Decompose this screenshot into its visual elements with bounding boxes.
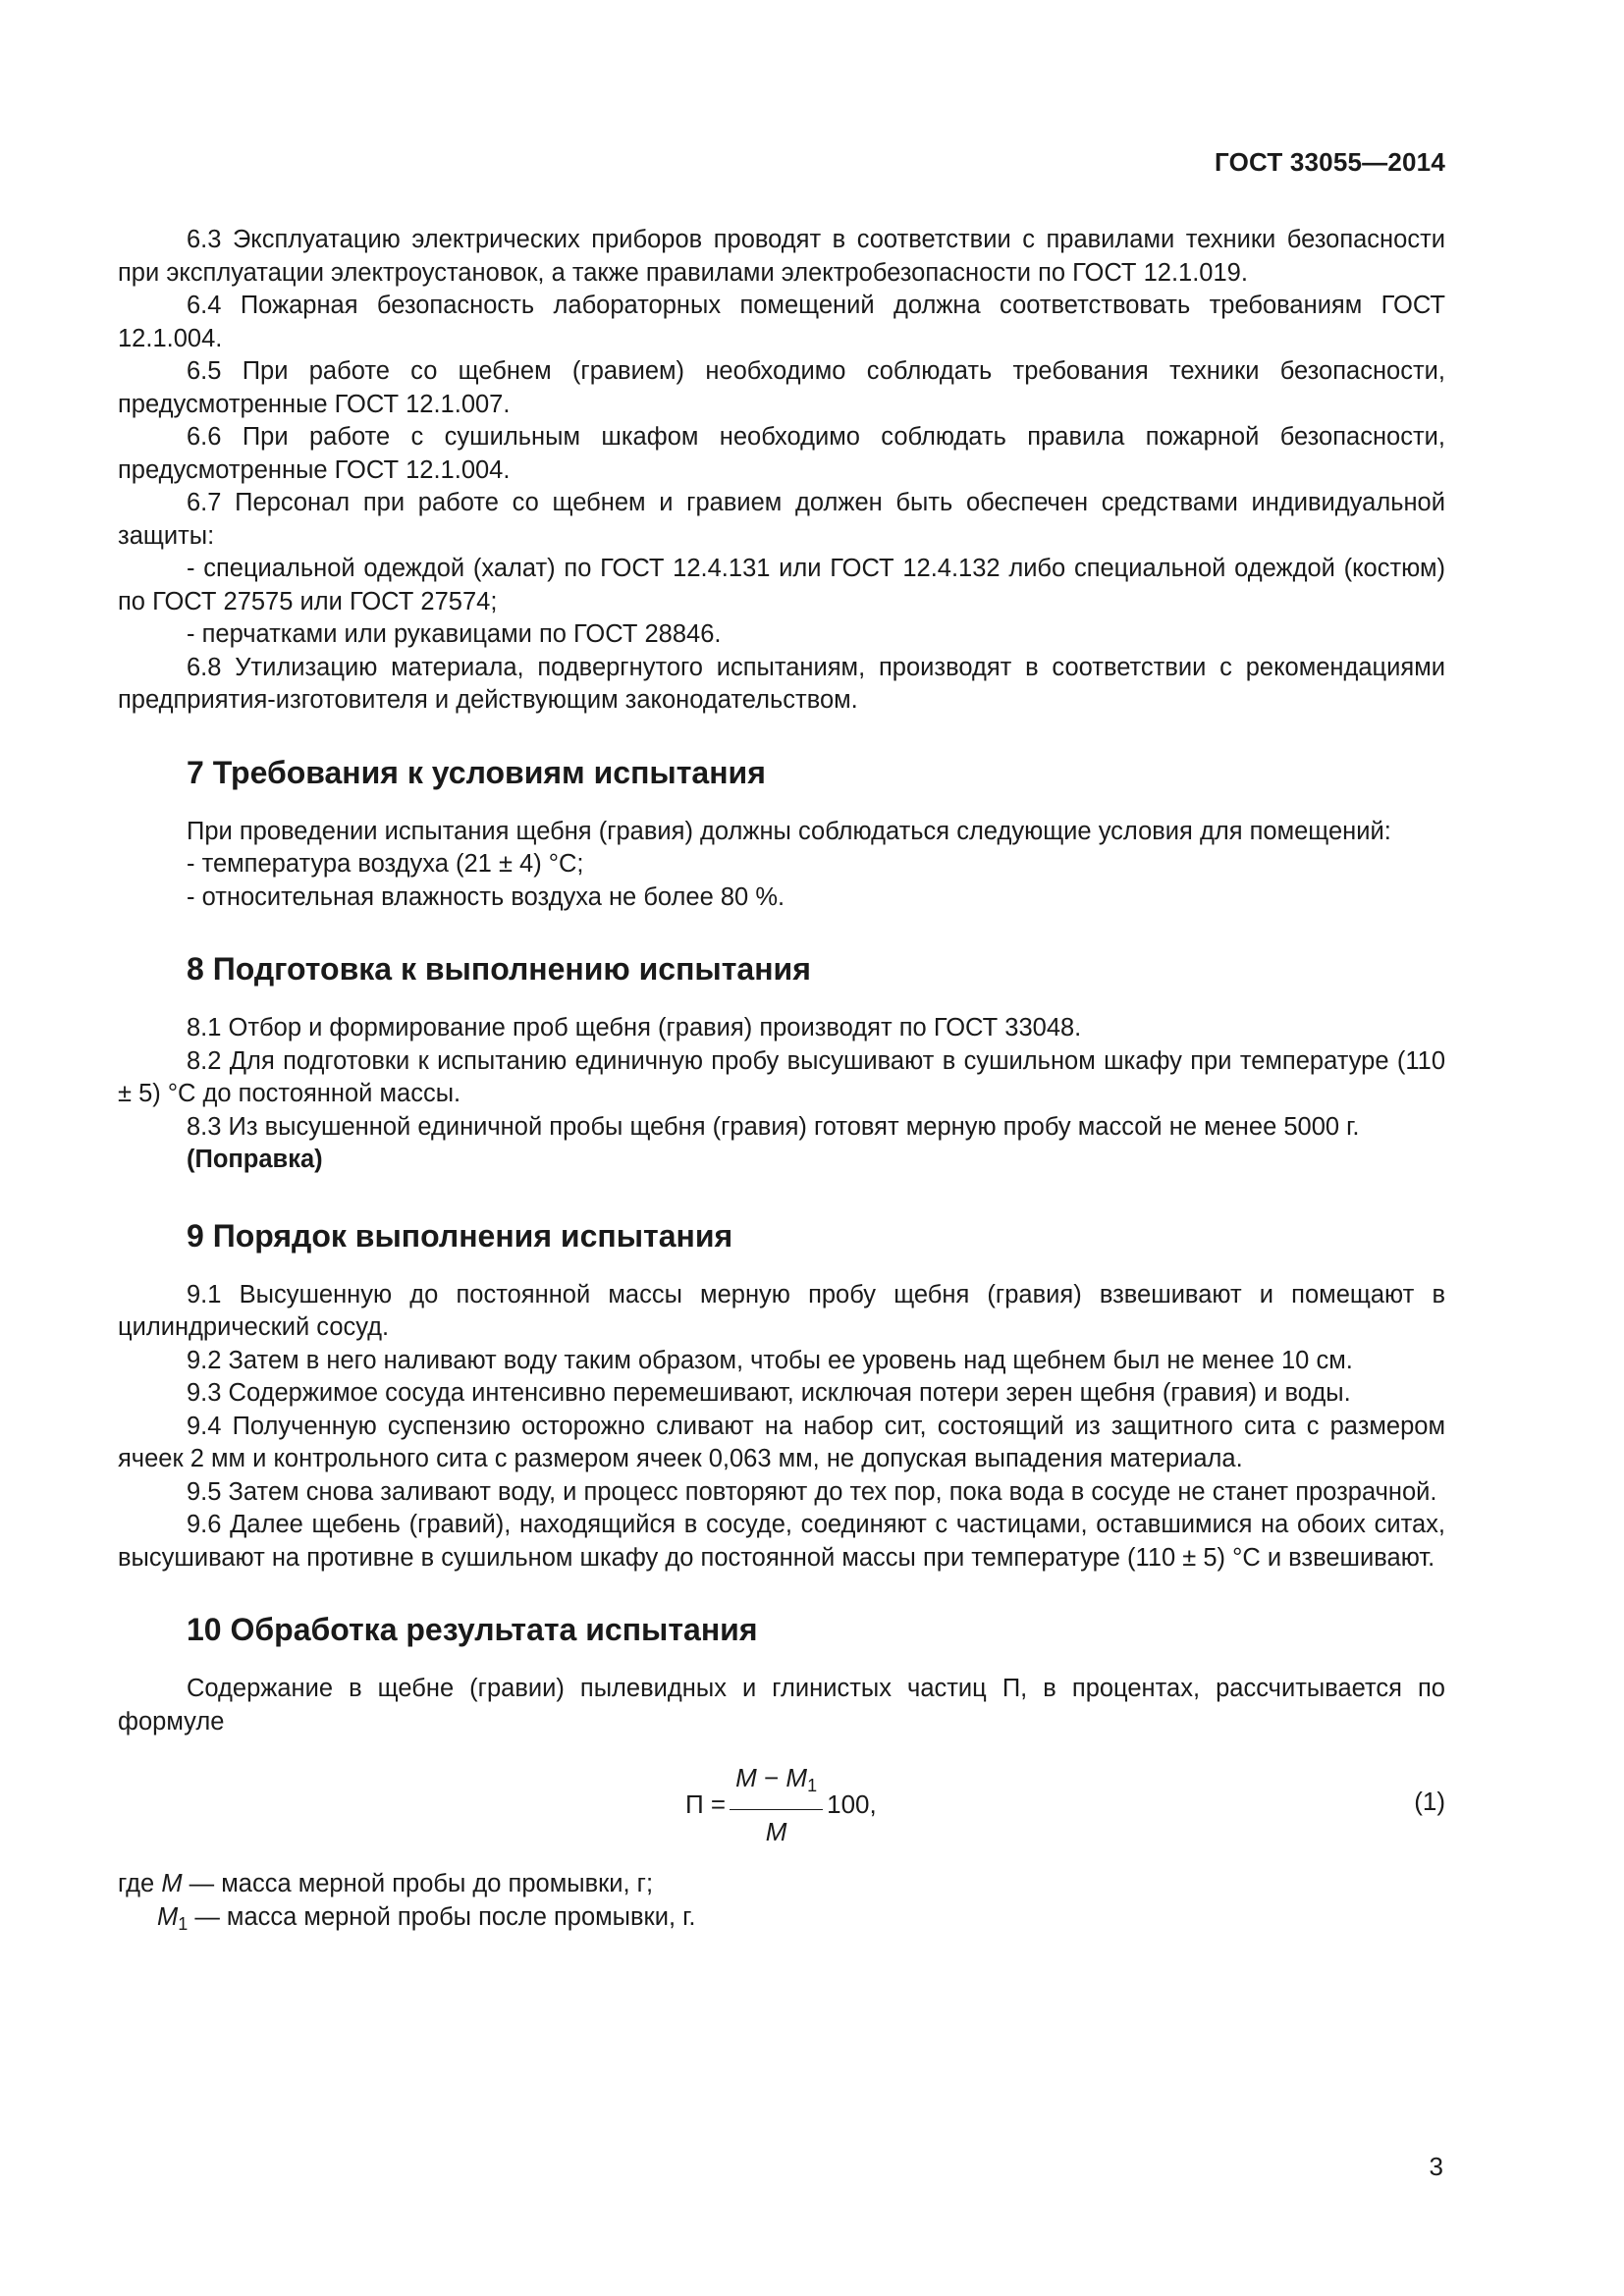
paragraph-6-7: 6.7 Персонал при работе со щебнем и гравием должен быть обеспечен средствами индивидуальной защиты: [118,489,1445,550]
section-10-heading: 10 Обработка результата испытания [187,1612,758,1647]
paragraph-9-1: 9.1 Высушенную до постоянной массы мерную пробу щебня (гравия) взвешивают и помещают в цилиндрический сосуд. [118,1280,1445,1341]
list-item-clothing: - специальной одеждой (халат) по ГОСТ 12.4.131 или ГОСТ 12.4.132 либо специальной одеждой (костюм) по ГОСТ 27575 или ГОСТ 27574; [118,555,1445,615]
formula-legend [118,1868,1445,1941]
paragraph-8-2: 8.2 Для подготовки к испытанию единичную пробу высушивают в сушильном шкафу при температуре (110 ± 5) °С до постоянной массы. [118,1046,1445,1107]
formula-rhs: 100, [827,1789,877,1820]
paragraph-6-3: 6.3 Эксплуатацию электрических приборов проводят в соответствии с правилами техники безопасности при эксплуатации электроустановок, а также правилами электробезопасности по ГОСТ 12.1.019. [118,226,1445,287]
amendment-note: (Поправка) [187,1146,323,1173]
paragraph-9-2: 9.2 Затем в него наливают воду таким образом, чтобы ее уровень над щебнем был не менее 10 см. [187,1346,1353,1374]
paragraph-6-5: 6.5 При работе со щебнем (гравием) необходимо соблюдать требования техники безопасности, предусмотренные ГОСТ 12.1.007. [118,357,1445,418]
paragraph-9-4: 9.4 Полученную суспензию осторожно сливают на набор сит, состоящий из защитного сита с размером ячеек 2 мм и контрольного сита с размером ячеек 0,063 мм, не допуская выпадения материала. [118,1412,1445,1472]
list-item-gloves: - перчатками или рукавицами по ГОСТ 28846. [187,620,722,648]
page-number: 3 [1429,2152,1443,2181]
document-body [118,224,1445,1941]
section-8-heading: 8 Подготовка к выполнению испытания [187,951,811,987]
paragraph-10-intro: Содержание в щебне (гравии) пылевидных и глинистых частиц П, в процентах, рассчитывается по формуле [118,1675,1445,1735]
paragraph-6-8: 6.8 Утилизацию материала, подвергнутого испытаниям, производят в соответствии с рекомендациями предприятия-изготовителя и действующим законодательством. [118,653,1445,714]
equation-number: (1) [1414,1787,1445,1816]
paragraph-8-3: 8.3 Из высушенной единичной пробы щебня (гравия) готовят мерную пробу массой не менее 5000 г. [187,1112,1360,1141]
legend-line-m: где M — масса мерной пробы до промывки, г; [118,1870,654,1897]
list-item-temperature: - температура воздуха (21 ± 4) °С; [187,850,584,878]
paragraph-9-5: 9.5 Затем снова заливают воду, и процесс повторяют до тех пор, пока вода в сосуде не станет прозрачной. [187,1477,1437,1506]
paragraph-9-3: 9.3 Содержимое сосуда интенсивно перемешивают, исключая потери зерен щебня (гравия) и воды. [187,1379,1351,1407]
legend-line-m1: $M_1$ — масса мерной пробы после промывки, г. [157,1902,696,1934]
formula-lhs: П = [685,1789,727,1820]
paragraph-6-4: 6.4 Пожарная безопасность лабораторных помещений должна соответствовать требованиям ГОСТ 12.1.004. [118,292,1445,352]
formula-block [118,1756,1445,1854]
paragraph-8-1: 8.1 Отбор и формирование проб щебня (гравия) производят по ГОСТ 33048. [187,1014,1082,1041]
paragraph-6-6: 6.6 При работе с сушильным шкафом необходимо соблюдать правила пожарной безопасности, предусмотренные ГОСТ 12.1.004. [118,423,1445,484]
formula-numerator: $M - M_1$ [730,1762,823,1810]
paragraph-7-intro: При проведении испытания щебня (гравия) должны соблюдаться следующие условия для помещений: [187,817,1391,845]
formula-denominator: M [765,1816,787,1846]
section-9-heading: 9 Порядок выполнения испытания [187,1217,733,1254]
document-header: ГОСТ 33055—2014 [1215,147,1445,177]
formula [685,1756,877,1854]
formula-fraction [730,1762,823,1848]
section-7-heading: 7 Требования к условиям испытания [187,754,766,790]
list-item-humidity: - относительная влажность воздуха не более 80 %. [187,882,785,911]
paragraph-9-6: 9.6 Далее щебень (гравий), находящийся в сосуде, соединяют с частицами, оставшимися на обоих ситах, высушивают на противне в сушильном шкафу до постоянной массы при температуре (110 ± 5) °С и взвешивают. [118,1511,1445,1572]
